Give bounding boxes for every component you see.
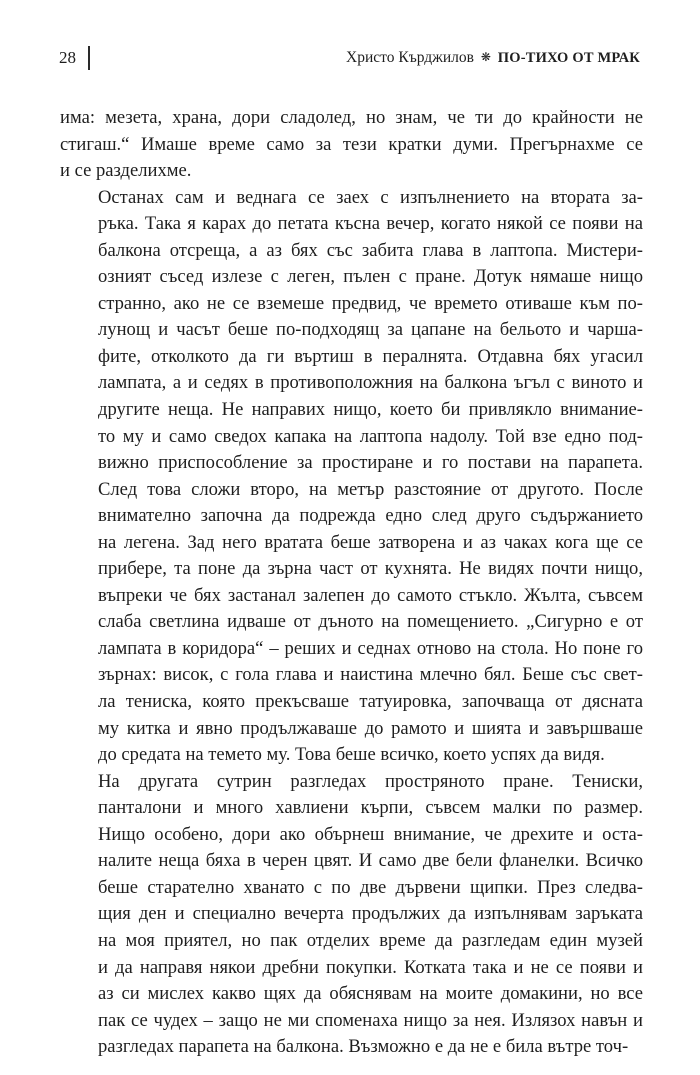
- text-line: то му и само сведох капака на лаптопа надолу. Той взе едно под-: [98, 425, 643, 447]
- text-line: лампата, а и седях в противоположния на балкона ъгъл с виното и: [98, 372, 643, 394]
- text-line: ръка. Така я карах до петата късна вечер, когато някой се появи на: [98, 213, 643, 235]
- body-text: [60, 105, 643, 1061]
- text-line: му китка и явно продължаваше до рамото и шията и завършваше: [98, 717, 643, 739]
- text-line: озният съсед излезе с леген, пълен с пране. Дотук нямаше нищо: [98, 266, 643, 288]
- paragraph: [60, 185, 643, 769]
- text-line: ла тениска, която прекъсваше татуировка, започваща от дясната: [98, 691, 643, 713]
- text-line: въпреки че бях застанал залепен до самото стъкло. Жълта, съвсем: [98, 584, 643, 606]
- running-head: [346, 48, 640, 68]
- text-line: пак се чудех – защо не ми споменаха нищо за нея. Излязох навън и: [98, 1009, 643, 1031]
- text-line: и се разделихме.: [60, 160, 192, 182]
- text-line: лампата в коридора“ – реших и седнах отново на стола. Но поне го: [98, 637, 643, 659]
- text-line: лунощ и часът беше по-подходящ за цапане на бельото и чаршa-: [98, 319, 643, 341]
- text-line: и да направя някои дребни покупки. Котката така и не се появи и: [98, 956, 643, 978]
- paragraph: [60, 105, 643, 185]
- text-line: вижно приспособление за простиране и го постави на парапета.: [98, 452, 643, 474]
- text-line: щия ден и специално вечерта продължих да изпълнявам заръката: [98, 903, 643, 925]
- text-line: панталони и много хавлиени кърпи, съвсем малки по размер.: [98, 797, 643, 819]
- book-title: ПО-ТИХО ОТ МРАК: [497, 50, 640, 66]
- text-line: на легена. Зад него вратата беше затворена и аз чаках кога ще се: [98, 531, 643, 553]
- text-line: стигаш.“ Имаше време само за тези кратки думи. Прегърнахме се: [60, 133, 643, 155]
- text-line: На другата сутрин разгледах простряното пране. Тениски,: [98, 770, 643, 792]
- text-line: на моя приятел, но пак отделих време да разгледам един музей: [98, 929, 643, 951]
- text-line: прибере, та поне да зърна част от кухнята. Не видях почти нищо,: [98, 558, 643, 580]
- text-line: разгледах парапета на балкона. Възможно е да не е била вътре точ-: [98, 1036, 629, 1058]
- text-line: налите неща бяха в черен цвят. И само две бели фланелки. Всичко: [98, 850, 643, 872]
- text-line: аз си мислех какво щях да обяснявам на моите домакини, но все: [98, 983, 643, 1005]
- header-divider: [88, 46, 90, 70]
- text-line: фите, отколкото да ги въртиш в пералнята. Отдавна бях угасил: [98, 345, 643, 367]
- text-line: странно, ако не се вземеше предвид, че времето отиваше към по-: [98, 292, 643, 314]
- text-line: Останах сам и веднага се заех с изпълнението на втората за-: [98, 186, 643, 208]
- text-line: беше старателно хванато с по две дървени щипки. През следва-: [98, 876, 643, 898]
- text-line: слаба светлина идваше от дъното на помещението. „Сигурно е от: [98, 611, 643, 633]
- text-line: има: мезета, храна, дори сладолед, но знам, че ти до крайности не: [60, 107, 643, 128]
- text-line: След това сложи второ, на метър разстояние от другото. После: [98, 478, 643, 500]
- text-line: зърнах: висок, с гола глава и наистина млечно бял. Беше със свет-: [98, 664, 643, 686]
- text-line: внимателно започна да подрежда едно след друго съдържанието: [98, 505, 643, 527]
- text-line: другите неща. Не направих нищо, което би привлякло внимание-: [98, 399, 643, 421]
- page-number: 28: [59, 48, 76, 67]
- text-line: до средата на темето му. Това беше всичко, което успях да видя.: [98, 744, 605, 766]
- text-line: балкона отсреща, а аз бях със забита глава в лаптопа. Мистери-: [98, 239, 643, 261]
- text-line: Нищо особено, дори ако обърнеш внимание, че дрехите и оста-: [98, 823, 643, 845]
- paragraph: [60, 769, 643, 1061]
- author-name: Христо Кърджилов: [346, 49, 474, 66]
- running-header: [59, 42, 640, 72]
- ornament-icon: ❋: [480, 50, 491, 64]
